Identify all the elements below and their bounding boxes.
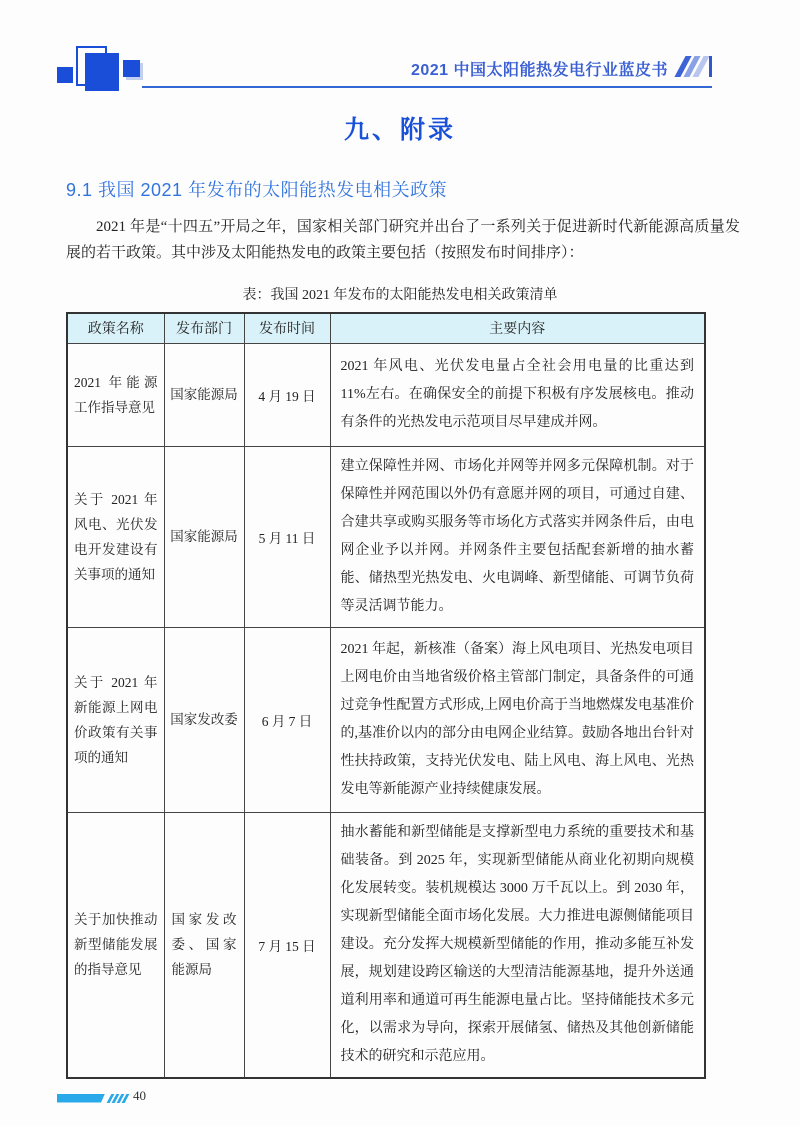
intro-paragraph: 2021 年是“十四五”开局之年，国家相关部门研究并出台了一系列关于促进新时代新能源高质量发展的若干政策。其中涉及太阳能热发电的政策主要包括（按照发布时间排序）： (66, 219, 740, 261)
date-cell: 6 月 7 日 (244, 627, 330, 812)
chapter-title: 九、附录 (343, 116, 456, 144)
policy-name-cell: 关于 2021 年风电、光伏发电开发建设有关事项的通知 (67, 446, 164, 627)
table-row (67, 343, 705, 446)
date-cell: 5 月 11 日 (244, 446, 330, 627)
logo-square-big (85, 53, 119, 91)
table-row (67, 627, 705, 812)
department-cell: 国家发改委 (164, 627, 244, 812)
table-row (67, 812, 705, 1078)
footer-bar-icon (57, 1094, 127, 1103)
content-cell: 建立保障性并网、市场化并网等并网多元保障机制。对于保障性并网范围以外仍有意愿并网的项目，可通过自建、合建共享或购买服务等市场化方式落实并网条件后，由电网企业予以并网。并网条件主要包括配套新增的抽水蓄能、储热型光热发电、火电调峰、新型储能、可调节负荷等灵活调节能力。 (330, 446, 705, 627)
page-number: 40 (133, 1087, 146, 1103)
policy-name-cell: 2021 年能源工作指导意见 (67, 343, 164, 446)
content-cell: 抽水蓄能和新型储能是支撑新型电力系统的重要技术和基础装备。到 2025 年，实现新型储能从商业化初期向规模化发展转变。装机规模达 3000 万千瓦以上。到 2030 年，实现新型储能全面市场化发展。大力推进电源侧储能项目建设。充分发挥大规模新型储能的作用，推动多能互补发展，规划建设跨区输送的大型清洁能源基地，提升外送通道利用率和通道可再生能源电量占比。坚持储能技术多元化，以需求为导向，探索开展储氢、储热及其他创新储能技术的研究和示范应用。 (330, 812, 705, 1078)
logo-square-small-left (57, 67, 73, 83)
page-footer (0, 1086, 800, 1126)
policy-name-cell: 关于 2021 年新能源上网电价政策有关事项的通知 (67, 627, 164, 812)
logo-square-small-right (123, 60, 140, 77)
table-row (67, 446, 705, 627)
column-header-date: 发布时间 (244, 313, 330, 343)
table-header-row (67, 313, 705, 343)
header-slashes-icon (678, 56, 712, 77)
date-cell: 7 月 15 日 (244, 812, 330, 1078)
content-cell: 2021 年风电、光伏发电量占全社会用电量的比重达到 11%左右。在确保安全的前提下积极有序发展核电。推动有条件的光热发电示范项目尽早建成并网。 (330, 343, 705, 446)
policy-table (66, 312, 706, 1079)
page-header (0, 0, 800, 96)
column-header-content: 主要内容 (330, 313, 705, 343)
book-title: 2021 中国太阳能热发电行业蓝皮书 (410, 62, 668, 79)
column-header-policy-name: 政策名称 (67, 313, 164, 343)
section-title: 9.1 我国 2021 年发布的太阳能热发电相关政策 (66, 180, 448, 200)
policy-name-cell: 关于加快推动新型储能发展的指导意见 (67, 812, 164, 1078)
content-cell: 2021 年起，新核准（备案）海上风电项目、光热发电项目上网电价由当地省级价格主管部门制定，具备条件的可通过竞争性配置方式形成,上网电价高于当地燃煤发电基准价的,基准价以内的部分由电网企业结算。鼓励各地出台针对性扶持政策，支持光伏发电、陆上风电、海上风电、光热发电等新能源产业持续健康发展。 (330, 627, 705, 812)
header-divider (142, 86, 712, 88)
table-caption: 表：我国 2021 年发布的太阳能热发电相关政策清单 (242, 288, 558, 303)
date-cell: 4 月 19 日 (244, 343, 330, 446)
department-cell: 国家能源局 (164, 446, 244, 627)
column-header-department: 发布部门 (164, 313, 244, 343)
department-cell: 国家能源局 (164, 343, 244, 446)
department-cell: 国家发改委、国家能源局 (164, 812, 244, 1078)
